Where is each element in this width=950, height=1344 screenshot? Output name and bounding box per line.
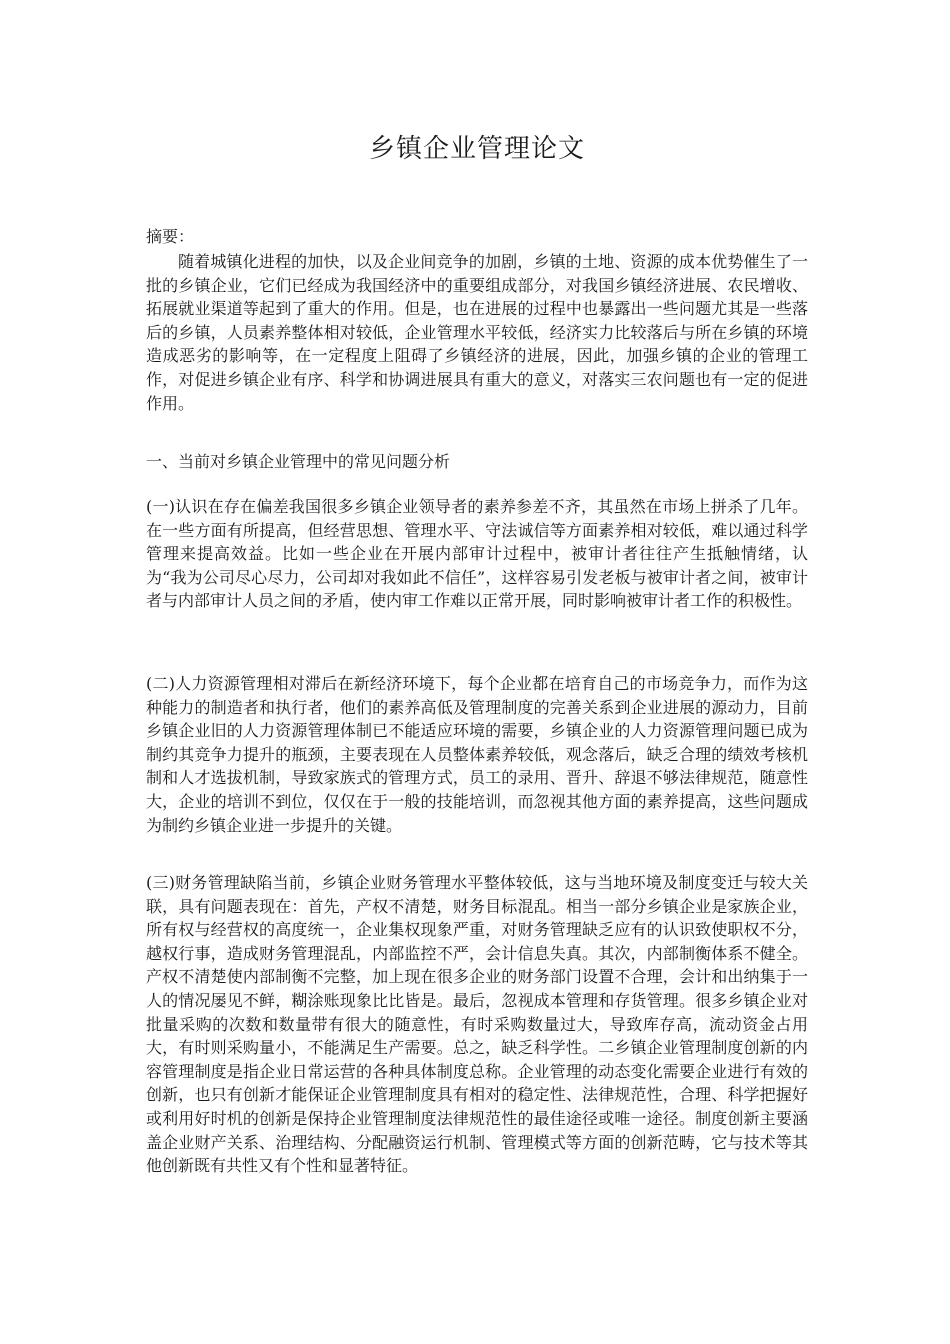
body-paragraph-1: (一)认识在存在偏差我国很多乡镇企业领导者的素养参差不齐，其虽然在市场上拼杀了几年。在一些方面有所提高，但经营思想、管理水平、守法诚信等方面素养相对较低，难以通过科学管理来提高效益。比如一些企业在开展内部审计过程中，被审计者往往产生抵触情绪，认为“我为公司尽心尽力，公司却对我如此不信任”，这样容易引发老板与被审计者之间，被审计者与内部审计人员之间的矛盾，使内审工作难以正常开展，同时影响被审计者工作的积极性。 bbox=[146, 497, 808, 611]
body-paragraph-3: (三)财务管理缺陷当前，乡镇企业财务管理水平整体较低，这与当地环境及制度变迁与较大关联，具有问题表现在：首先，产权不清楚，财务目标混乱。相当一部分乡镇企业是家族企业，所有权与经营权的高度统一，企业集权现象严重，对财务管理缺乏应有的认识致使职权不分，越权行事，造成财务管理混乱，内部监控不严，会计信息失真。其次，内部制衡体系不健全。产权不清楚使内部制衡不完整，加上现在很多企业的财务部门设置不合理，会计和出纳集于一人的情况屡见不鲜，糊涂账现象比比皆是。最后，忽视成本管理和存货管理。很多乡镇企业对批量采购的次数和数量带有很大的随意性，有时采购数量过大，导致库存高，流动资金占用大，有时则采购量小，不能满足生产需要。总之，缺乏科学性。二乡镇企业管理制度创新的内容管理制度是指企业日常运营的各种具体制度总称。企业管理的动态变化需要企业进行有效的创新，也只有创新才能保证企业管理制度具有相对的稳定性、法律规范性，合理、科学把握好或利用好时机的创新是保持企业管理制度法律规范性的最佳途径或唯一途径。制度创新主要涵盖企业财产关系、治理结构、分配融资运行机制、管理模式等方面的创新范畴，它与技术等其他创新既有共性又有个性和显著特征。 bbox=[146, 873, 808, 1176]
document-title: 乡镇企业管理论文 bbox=[368, 134, 585, 164]
abstract-paragraph: 随着城镇化进程的加快，以及企业间竞争的加剧，乡镇的土地、资源的成本优势催生了一批的乡镇企业，它们已经成为我国经济中的重要组成部分，对我国乡镇经济进展、农民增收、拓展就业渠道等起到了重大的作用。但是，也在进展的过程中也暴露出一些问题尤其是一些落后的乡镇，人员素养整体相对较低，企业管理水平较低，经济实力比较落后与所在乡镇的环境造成恶劣的影响等，在一定程度上阻碍了乡镇经济的进展，因此，加强乡镇的企业的管理工作，对促进乡镇企业有序、科学和协调进展具有重大的意义，对落实三农问题也有一定的促进作用。 bbox=[146, 252, 808, 413]
body-paragraph-2: (二)人力资源管理相对滞后在新经济环境下，每个企业都在培育自己的市场竞争力，而作为这种能力的制造者和执行者，他们的素养高低及管理制度的完善关系到企业进展的源动力，目前乡镇企业旧的人力资源管理体制已不能适应环境的需要，乡镇企业的人力资源管理问题已成为制约其竞争力提升的瓶颈，主要表现在人员整体素养较低，观念落后，缺乏合理的绩效考核机制和人才选拔机制，导致家族式的管理方式，员工的录用、晋升、辞退不够法律规范，随意性大，企业的培训不到位，仅仅在于一般的技能培训，而忽视其他方面的素养提高，这些问题成为制约乡镇企业进一步提升的关键。 bbox=[146, 674, 808, 835]
section-heading: 一、当前对乡镇企业管理中的常见问题分析 bbox=[146, 452, 451, 471]
abstract-label: 摘要： bbox=[146, 227, 195, 246]
